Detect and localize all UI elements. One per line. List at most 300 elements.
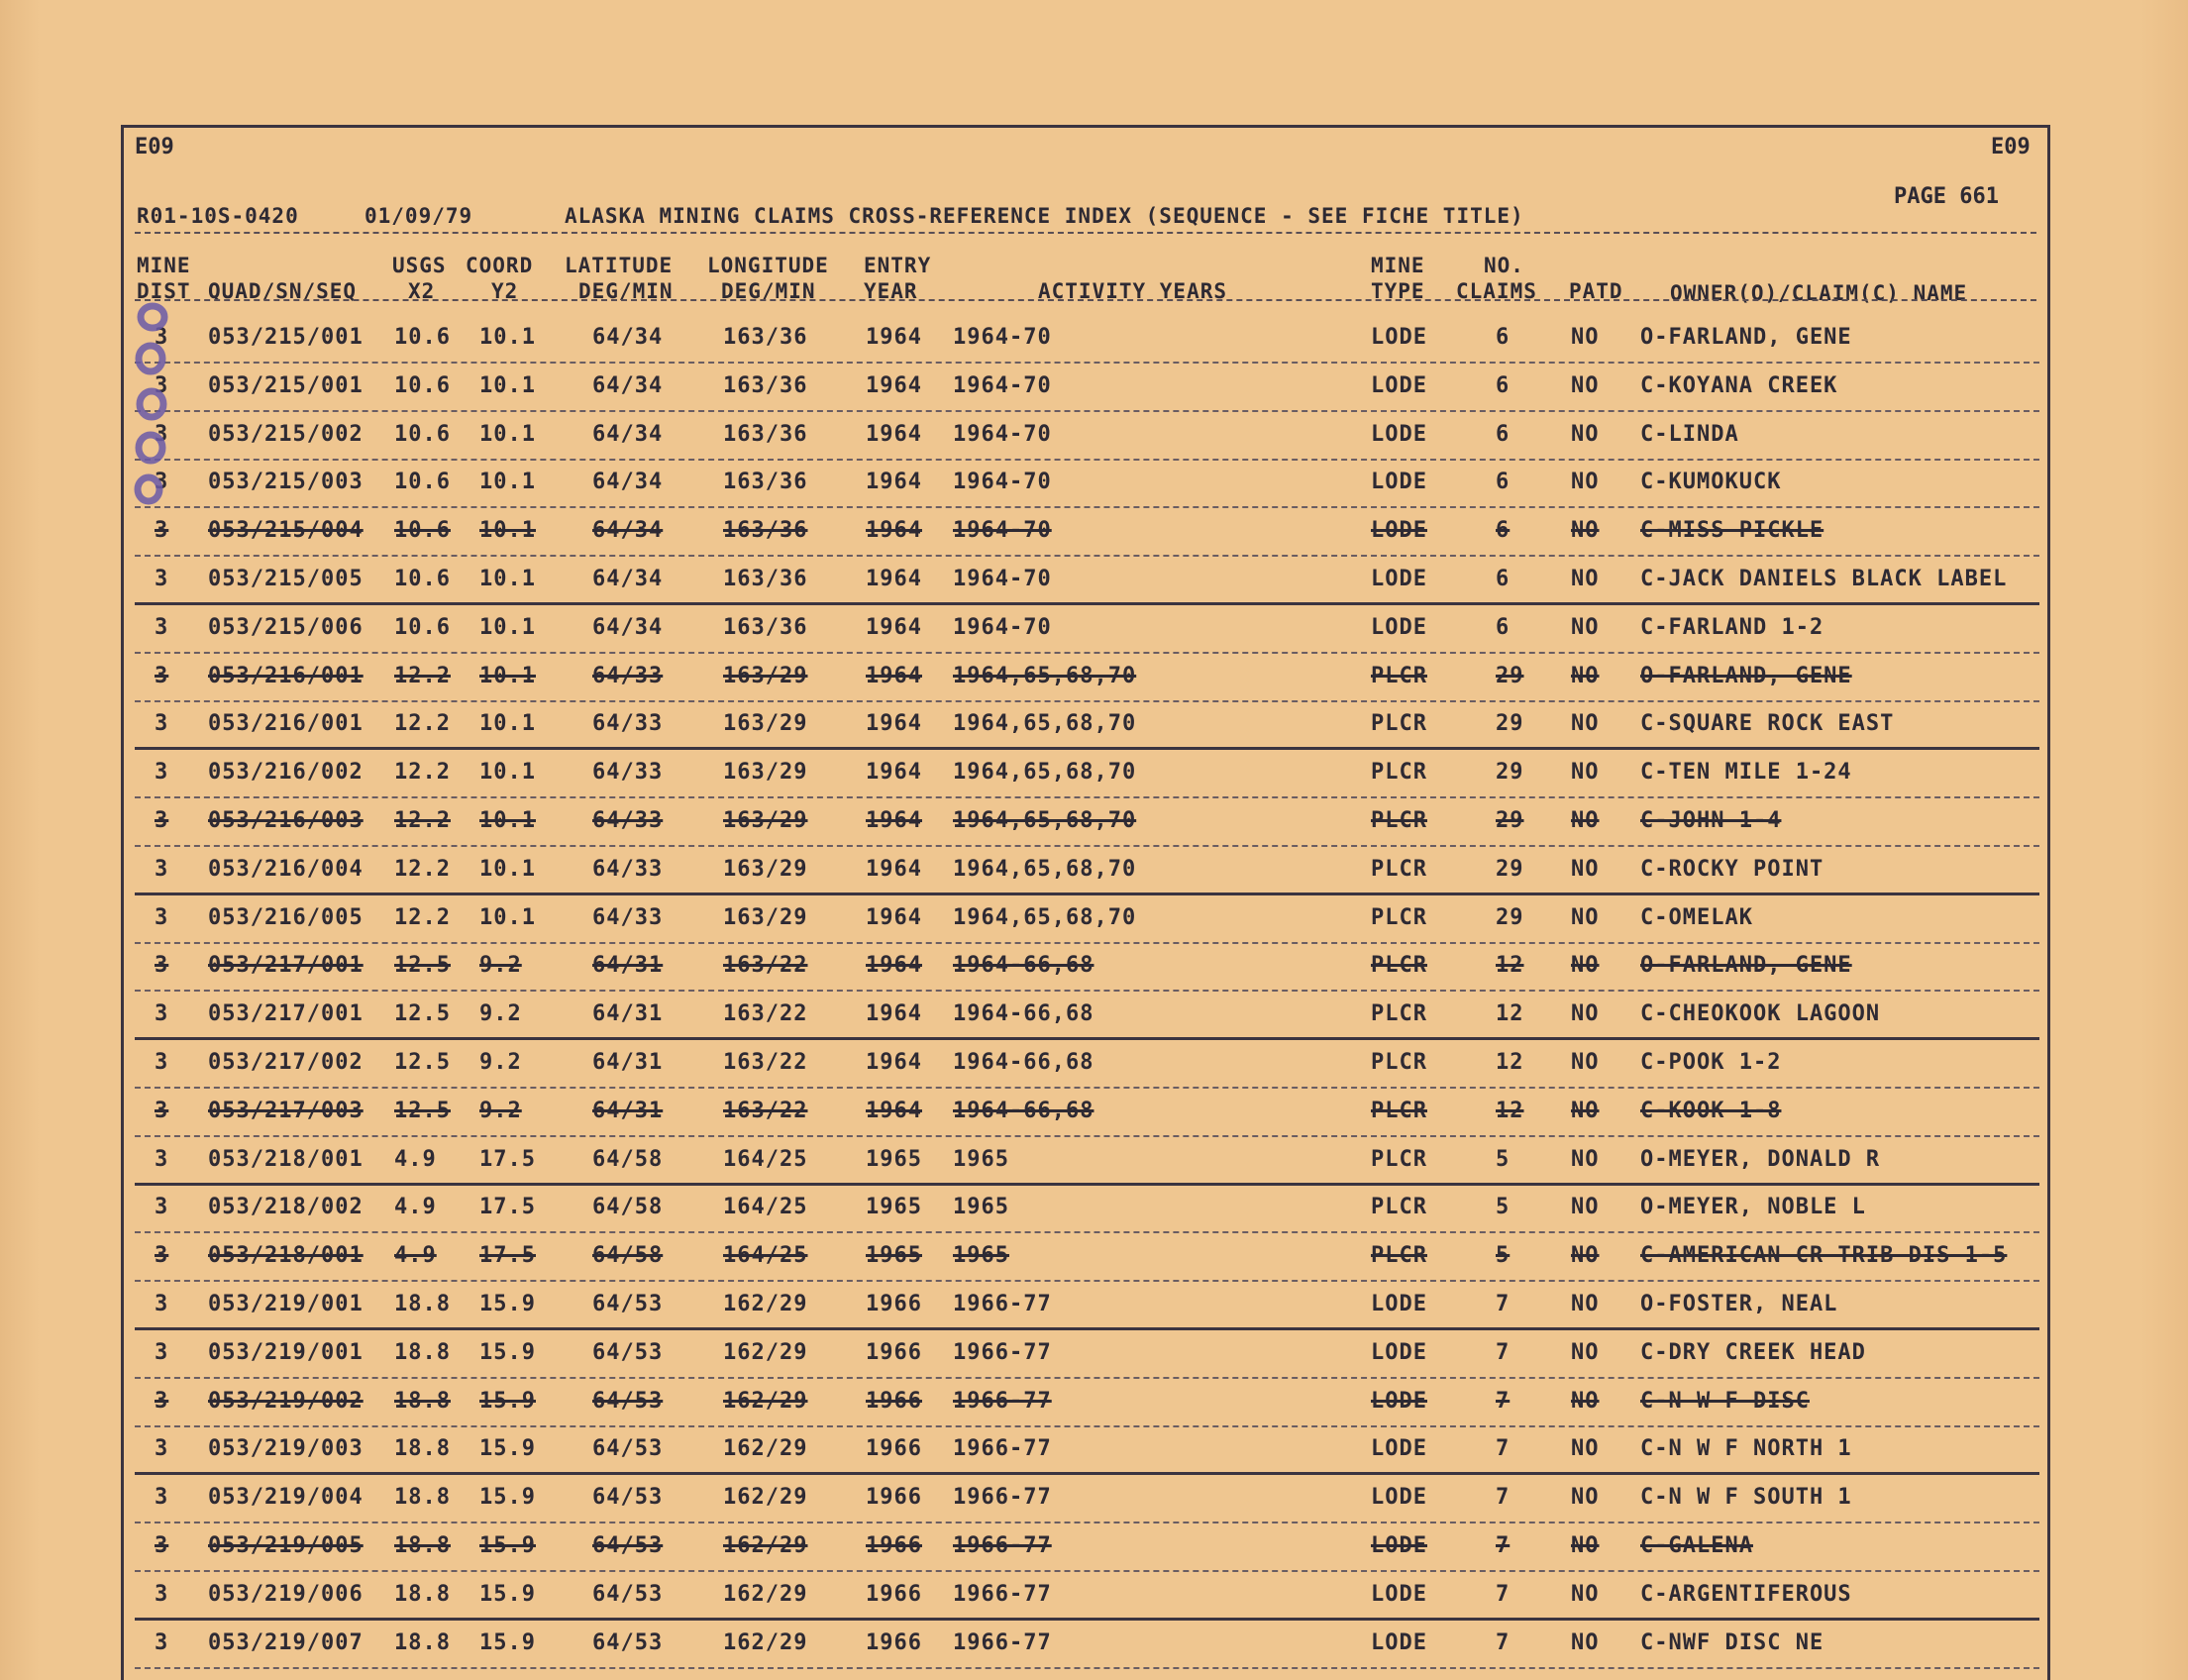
- cell-name: C-AMERICAN CR TRIB DIS 1-5: [1640, 1243, 2008, 1269]
- cell-y2: 15.9: [479, 1388, 536, 1414]
- cell-lon: 163/36: [723, 372, 808, 398]
- table-row: [0, 1185, 2188, 1233]
- cell-dist: 3: [155, 953, 169, 979]
- cell-entry: 1966: [866, 1581, 922, 1607]
- cell-y2: 17.5: [479, 1243, 536, 1269]
- cell-lon: 162/29: [723, 1581, 808, 1607]
- cell-quad: 053/216/001: [208, 711, 364, 737]
- cell-activity: 1964,65,68,70: [953, 856, 1137, 882]
- cell-patd: NO: [1571, 518, 1600, 544]
- table-row: [0, 1282, 2188, 1330]
- cell-y2: 10.1: [479, 904, 536, 930]
- cell-lat: 64/31: [592, 1098, 664, 1123]
- cell-claims: 6: [1496, 470, 1511, 495]
- cell-name: C-N W F SOUTH 1: [1640, 1485, 1852, 1511]
- col-y2-line2: Y2: [491, 279, 519, 303]
- cell-type: LODE: [1371, 421, 1427, 447]
- cell-entry: 1964: [866, 421, 922, 447]
- cell-name: C-OMELAK: [1640, 904, 1753, 930]
- cell-lat: 64/34: [592, 325, 664, 350]
- cell-name: C-N W F NORTH 1: [1640, 1436, 1852, 1462]
- cell-type: LODE: [1371, 1388, 1427, 1414]
- table-row: [0, 1137, 2188, 1186]
- cell-quad: 053/219/007: [208, 1629, 364, 1655]
- cell-quad: 053/218/001: [208, 1243, 364, 1269]
- table-row: [0, 992, 2188, 1040]
- cell-claims: 6: [1496, 518, 1511, 544]
- cell-claims: 29: [1496, 711, 1524, 737]
- cell-entry: 1966: [866, 1533, 922, 1558]
- cell-x2: 10.6: [394, 325, 451, 350]
- col-x2-line1: USGS: [392, 254, 447, 277]
- cell-entry: 1965: [866, 1243, 922, 1269]
- report-id: R01-10S-0420: [137, 204, 299, 228]
- row-rule: [135, 1667, 2039, 1669]
- cell-y2: 9.2: [479, 953, 522, 979]
- cell-dist: 3: [155, 1050, 169, 1075]
- cell-quad: 053/215/006: [208, 614, 364, 640]
- col-entry-line2: YEAR: [864, 279, 918, 303]
- cell-dist: 3: [155, 760, 169, 786]
- cell-activity: 1965: [953, 1195, 1009, 1220]
- cell-quad: 053/215/005: [208, 567, 364, 591]
- cell-patd: NO: [1571, 421, 1600, 447]
- cell-y2: 15.9: [479, 1436, 536, 1462]
- cell-claims: 6: [1496, 614, 1511, 640]
- cell-type: PLCR: [1371, 953, 1427, 979]
- cell-type: LODE: [1371, 1629, 1427, 1655]
- cell-patd: NO: [1571, 1146, 1600, 1172]
- cell-lon: 162/29: [723, 1436, 808, 1462]
- cell-dist: 3: [155, 808, 169, 833]
- cell-name: O-FARLAND, GENE: [1640, 953, 1852, 979]
- cell-lon: 163/22: [723, 1098, 808, 1123]
- cell-patd: NO: [1571, 1485, 1600, 1511]
- cell-name: C-GALENA: [1640, 1533, 1753, 1558]
- cell-patd: NO: [1571, 1195, 1600, 1220]
- cell-activity: 1964-70: [953, 325, 1052, 350]
- table-row: [0, 412, 2188, 461]
- cell-patd: NO: [1571, 1436, 1600, 1462]
- cell-lon: 164/25: [723, 1146, 808, 1172]
- cell-type: LODE: [1371, 1292, 1427, 1316]
- cell-entry: 1964: [866, 614, 922, 640]
- cell-entry: 1964: [866, 808, 922, 833]
- cell-claims: 6: [1496, 567, 1511, 591]
- cell-claims: 12: [1496, 1050, 1524, 1075]
- cell-x2: 18.8: [394, 1436, 451, 1462]
- cell-dist: 3: [155, 1243, 169, 1269]
- cell-activity: 1966-77: [953, 1629, 1052, 1655]
- table-row: [0, 364, 2188, 412]
- cell-activity: 1964-66,68: [953, 1050, 1094, 1075]
- cell-patd: NO: [1571, 1001, 1600, 1027]
- cell-entry: 1964: [866, 856, 922, 882]
- cell-entry: 1964: [866, 1050, 922, 1075]
- cell-lon: 162/29: [723, 1629, 808, 1655]
- table-row: [0, 798, 2188, 847]
- table-row: [0, 315, 2188, 364]
- cell-y2: 15.9: [479, 1629, 536, 1655]
- cell-claims: 7: [1496, 1629, 1511, 1655]
- cell-claims: 12: [1496, 1098, 1524, 1123]
- cell-dist: 3: [155, 470, 169, 495]
- cell-name: C-FARLAND 1-2: [1640, 614, 1824, 640]
- cell-name: C-JACK DANIELS BLACK LABEL: [1640, 567, 2008, 591]
- cell-lat: 64/53: [592, 1436, 664, 1462]
- table-row: [0, 895, 2188, 944]
- col-lat-line2: DEG/MIN: [578, 279, 674, 303]
- cell-type: PLCR: [1371, 1050, 1427, 1075]
- cell-name: C-KOOK 1-8: [1640, 1098, 1782, 1123]
- cell-lat: 64/33: [592, 711, 664, 737]
- cell-patd: NO: [1571, 372, 1600, 398]
- cell-name: C-NWF DISC NE: [1640, 1629, 1824, 1655]
- col-owner: OWNER(O)/CLAIM(C) NAME: [1670, 281, 1968, 305]
- cell-patd: NO: [1571, 614, 1600, 640]
- cell-x2: 4.9: [394, 1146, 437, 1172]
- cell-type: PLCR: [1371, 856, 1427, 882]
- cell-entry: 1966: [866, 1629, 922, 1655]
- cell-quad: 053/219/002: [208, 1388, 364, 1414]
- cell-type: PLCR: [1371, 1098, 1427, 1123]
- cell-lat: 64/58: [592, 1195, 664, 1220]
- cell-claims: 29: [1496, 760, 1524, 786]
- cell-y2: 17.5: [479, 1195, 536, 1220]
- cell-patd: NO: [1571, 904, 1600, 930]
- cell-y2: 15.9: [479, 1485, 536, 1511]
- cell-name: O-FARLAND, GENE: [1640, 663, 1852, 688]
- cell-dist: 3: [155, 1581, 169, 1607]
- cell-entry: 1964: [866, 567, 922, 591]
- table-row: [0, 1379, 2188, 1427]
- cell-x2: 10.6: [394, 614, 451, 640]
- cell-lon: 163/29: [723, 760, 808, 786]
- cell-name: C-ROCKY POINT: [1640, 856, 1824, 882]
- column-header-divider: [135, 299, 2036, 301]
- cell-name: C-CHEOKOOK LAGOON: [1640, 1001, 1881, 1027]
- cell-dist: 3: [155, 856, 169, 882]
- col-lon-line2: DEG/MIN: [721, 279, 816, 303]
- table-row: [0, 1089, 2188, 1137]
- cell-entry: 1966: [866, 1436, 922, 1462]
- cell-x2: 12.5: [394, 1001, 451, 1027]
- cell-quad: 053/216/002: [208, 760, 364, 786]
- cell-claims: 5: [1496, 1243, 1511, 1269]
- cell-claims: 6: [1496, 325, 1511, 350]
- cell-activity: 1964,65,68,70: [953, 904, 1137, 930]
- cell-quad: 053/215/002: [208, 421, 364, 447]
- cell-dist: 3: [155, 1001, 169, 1027]
- cell-claims: 6: [1496, 421, 1511, 447]
- col-quad: QUAD/SN/SEQ: [208, 279, 358, 303]
- table-row: [0, 1523, 2188, 1572]
- cell-claims: 12: [1496, 1001, 1524, 1027]
- col-mine-dist-line2: DIST: [137, 279, 191, 303]
- table-row: [0, 605, 2188, 654]
- cell-x2: 12.2: [394, 711, 451, 737]
- cell-lat: 64/31: [592, 1050, 664, 1075]
- cell-lon: 163/29: [723, 808, 808, 833]
- cell-quad: 053/216/001: [208, 663, 364, 688]
- cell-entry: 1964: [866, 760, 922, 786]
- cell-quad: 053/217/003: [208, 1098, 364, 1123]
- cell-lon: 163/29: [723, 663, 808, 688]
- cell-name: C-LINDA: [1640, 421, 1739, 447]
- cell-claims: 7: [1496, 1436, 1511, 1462]
- cell-claims: 7: [1496, 1581, 1511, 1607]
- cell-type: PLCR: [1371, 1146, 1427, 1172]
- cell-type: PLCR: [1371, 711, 1427, 737]
- cell-x2: 18.8: [394, 1581, 451, 1607]
- cell-dist: 3: [155, 711, 169, 737]
- cell-claims: 29: [1496, 663, 1524, 688]
- cell-activity: 1964-70: [953, 470, 1052, 495]
- cell-quad: 053/219/001: [208, 1339, 364, 1365]
- cell-dist: 3: [155, 1195, 169, 1220]
- cell-y2: 10.1: [479, 614, 536, 640]
- cell-entry: 1964: [866, 1001, 922, 1027]
- col-lon-line1: LONGITUDE: [707, 254, 829, 277]
- cell-dist: 3: [155, 1146, 169, 1172]
- table-row: [0, 557, 2188, 605]
- cell-x2: 12.5: [394, 953, 451, 979]
- cell-entry: 1964: [866, 953, 922, 979]
- cell-name: C-JOHN 1-4: [1640, 808, 1782, 833]
- cell-lat: 64/34: [592, 518, 664, 544]
- cell-lon: 163/36: [723, 470, 808, 495]
- cell-dist: 3: [155, 904, 169, 930]
- cell-lon: 163/36: [723, 567, 808, 591]
- cell-name: C-POOK 1-2: [1640, 1050, 1782, 1075]
- cell-name: C-SQUARE ROCK EAST: [1640, 711, 1895, 737]
- col-x2-line2: X2: [408, 279, 436, 303]
- cell-claims: 29: [1496, 808, 1524, 833]
- cell-activity: 1966-77: [953, 1485, 1052, 1511]
- table-row: [0, 460, 2188, 508]
- cell-name: C-DRY CREEK HEAD: [1640, 1339, 1866, 1365]
- cell-type: LODE: [1371, 518, 1427, 544]
- table-row: [0, 943, 2188, 992]
- table-row: [0, 750, 2188, 798]
- cell-x2: 18.8: [394, 1292, 451, 1316]
- cell-x2: 18.8: [394, 1339, 451, 1365]
- cell-quad: 053/216/005: [208, 904, 364, 930]
- cell-patd: NO: [1571, 470, 1600, 495]
- cell-claims: 7: [1496, 1388, 1511, 1414]
- cell-y2: 10.1: [479, 421, 536, 447]
- cell-lon: 163/22: [723, 953, 808, 979]
- table-row: [0, 1426, 2188, 1475]
- cell-dist: 3: [155, 1436, 169, 1462]
- cell-quad: 053/219/004: [208, 1485, 364, 1511]
- cell-activity: 1964,65,68,70: [953, 808, 1137, 833]
- cell-quad: 053/215/001: [208, 325, 364, 350]
- cell-quad: 053/215/004: [208, 518, 364, 544]
- cell-y2: 10.1: [479, 567, 536, 591]
- col-activity: ACTIVITY YEARS: [1038, 279, 1228, 303]
- corner-code-right: E09: [1991, 135, 2031, 159]
- cell-y2: 15.9: [479, 1292, 536, 1316]
- cell-lon: 163/36: [723, 421, 808, 447]
- cell-quad: 053/216/003: [208, 808, 364, 833]
- cell-type: LODE: [1371, 470, 1427, 495]
- cell-type: PLCR: [1371, 1243, 1427, 1269]
- cell-entry: 1965: [866, 1195, 922, 1220]
- page-number: PAGE 661: [1894, 184, 1999, 209]
- cell-activity: 1966-77: [953, 1292, 1052, 1316]
- cell-lon: 162/29: [723, 1339, 808, 1365]
- cell-quad: 053/215/003: [208, 470, 364, 495]
- cell-lat: 64/53: [592, 1533, 664, 1558]
- cell-y2: 10.1: [479, 711, 536, 737]
- cell-y2: 10.1: [479, 470, 536, 495]
- cell-claims: 5: [1496, 1195, 1511, 1220]
- cell-lon: 163/29: [723, 904, 808, 930]
- cell-dist: 3: [155, 1339, 169, 1365]
- cell-lat: 64/33: [592, 904, 664, 930]
- cell-patd: NO: [1571, 325, 1600, 350]
- cell-entry: 1964: [866, 470, 922, 495]
- cell-name: C-KOYANA CREEK: [1640, 372, 1838, 398]
- header-divider: [135, 232, 2036, 234]
- cell-lat: 64/58: [592, 1243, 664, 1269]
- cell-y2: 10.1: [479, 325, 536, 350]
- col-claims-line2: CLAIMS: [1456, 279, 1537, 303]
- cell-patd: NO: [1571, 1629, 1600, 1655]
- cell-activity: 1964-66,68: [953, 953, 1094, 979]
- cell-x2: 4.9: [394, 1243, 437, 1269]
- cell-type: LODE: [1371, 1581, 1427, 1607]
- cell-name: C-N W F DISC: [1640, 1388, 1810, 1414]
- cell-type: LODE: [1371, 372, 1427, 398]
- cell-activity: 1964-70: [953, 421, 1052, 447]
- cell-patd: NO: [1571, 1098, 1600, 1123]
- cell-type: LODE: [1371, 567, 1427, 591]
- cell-quad: 053/217/001: [208, 953, 364, 979]
- cell-activity: 1966-77: [953, 1339, 1052, 1365]
- cell-y2: 9.2: [479, 1098, 522, 1123]
- col-type-line1: MINE: [1371, 254, 1425, 277]
- cell-lon: 163/36: [723, 614, 808, 640]
- table-row: [0, 1040, 2188, 1089]
- cell-dist: 3: [155, 1485, 169, 1511]
- cell-lon: 163/36: [723, 518, 808, 544]
- cell-patd: NO: [1571, 1339, 1600, 1365]
- cell-quad: 053/217/002: [208, 1050, 364, 1075]
- cell-patd: NO: [1571, 1388, 1600, 1414]
- cell-activity: 1964-66,68: [953, 1098, 1094, 1123]
- cell-dist: 3: [155, 325, 169, 350]
- cell-type: LODE: [1371, 1485, 1427, 1511]
- cell-name: C-ARGENTIFEROUS: [1640, 1581, 1852, 1607]
- cell-lon: 163/22: [723, 1001, 808, 1027]
- cell-activity: 1965: [953, 1243, 1009, 1269]
- cell-name: O-FOSTER, NEAL: [1640, 1292, 1838, 1316]
- cell-type: LODE: [1371, 1436, 1427, 1462]
- cell-name: O-FARLAND, GENE: [1640, 325, 1852, 350]
- cell-lat: 64/34: [592, 614, 664, 640]
- cell-entry: 1964: [866, 711, 922, 737]
- cell-name: O-MEYER, DONALD R: [1640, 1146, 1881, 1172]
- cell-lat: 64/53: [592, 1485, 664, 1511]
- cell-entry: 1966: [866, 1339, 922, 1365]
- cell-lat: 64/34: [592, 372, 664, 398]
- cell-entry: 1964: [866, 518, 922, 544]
- cell-type: PLCR: [1371, 1001, 1427, 1027]
- cell-quad: 053/219/006: [208, 1581, 364, 1607]
- cell-activity: 1966-77: [953, 1533, 1052, 1558]
- cell-lon: 162/29: [723, 1388, 808, 1414]
- cell-x2: 4.9: [394, 1195, 437, 1220]
- cell-x2: 12.5: [394, 1098, 451, 1123]
- cell-entry: 1966: [866, 1485, 922, 1511]
- cell-y2: 10.1: [479, 518, 536, 544]
- cell-patd: NO: [1571, 1243, 1600, 1269]
- report-date: 01/09/79: [365, 204, 473, 228]
- table-row: [0, 701, 2188, 750]
- cell-lat: 64/53: [592, 1581, 664, 1607]
- cell-y2: 10.1: [479, 856, 536, 882]
- cell-quad: 053/216/004: [208, 856, 364, 882]
- cell-lat: 64/34: [592, 470, 664, 495]
- cell-type: PLCR: [1371, 808, 1427, 833]
- cell-quad: 053/218/002: [208, 1195, 364, 1220]
- cell-y2: 9.2: [479, 1050, 522, 1075]
- cell-dist: 3: [155, 1292, 169, 1316]
- table-row: [0, 1621, 2188, 1669]
- cell-quad: 053/217/001: [208, 1001, 364, 1027]
- cell-type: PLCR: [1371, 760, 1427, 786]
- cell-activity: 1964,65,68,70: [953, 760, 1137, 786]
- cell-x2: 12.5: [394, 1050, 451, 1075]
- cell-type: PLCR: [1371, 904, 1427, 930]
- table-row: [0, 1330, 2188, 1379]
- cell-entry: 1964: [866, 904, 922, 930]
- cell-y2: 10.1: [479, 663, 536, 688]
- cell-type: LODE: [1371, 1339, 1427, 1365]
- cell-y2: 15.9: [479, 1581, 536, 1607]
- cell-quad: 053/219/003: [208, 1436, 364, 1462]
- cell-name: C-KUMOKUCK: [1640, 470, 1782, 495]
- cell-lon: 162/29: [723, 1292, 808, 1316]
- cell-name: O-MEYER, NOBLE L: [1640, 1195, 1866, 1220]
- cell-lon: 163/36: [723, 325, 808, 350]
- cell-patd: NO: [1571, 663, 1600, 688]
- cell-quad: 053/215/001: [208, 372, 364, 398]
- table-row: [0, 847, 2188, 895]
- cell-x2: 10.6: [394, 421, 451, 447]
- table-row: [0, 1475, 2188, 1523]
- ink-stamp-mark: [129, 297, 178, 510]
- corner-code-left: E09: [135, 135, 174, 159]
- cell-x2: 12.2: [394, 808, 451, 833]
- cell-dist: 3: [155, 518, 169, 544]
- cell-dist: 3: [155, 567, 169, 591]
- cell-claims: 29: [1496, 904, 1524, 930]
- cell-x2: 10.6: [394, 518, 451, 544]
- cell-x2: 10.6: [394, 470, 451, 495]
- cell-dist: 3: [155, 663, 169, 688]
- cell-x2: 12.2: [394, 663, 451, 688]
- table-row: [0, 654, 2188, 702]
- cell-x2: 12.2: [394, 760, 451, 786]
- cell-y2: 10.1: [479, 808, 536, 833]
- col-type-line2: TYPE: [1371, 279, 1425, 303]
- col-patd: PATD: [1569, 279, 1623, 303]
- cell-entry: 1966: [866, 1388, 922, 1414]
- cell-y2: 9.2: [479, 1001, 522, 1027]
